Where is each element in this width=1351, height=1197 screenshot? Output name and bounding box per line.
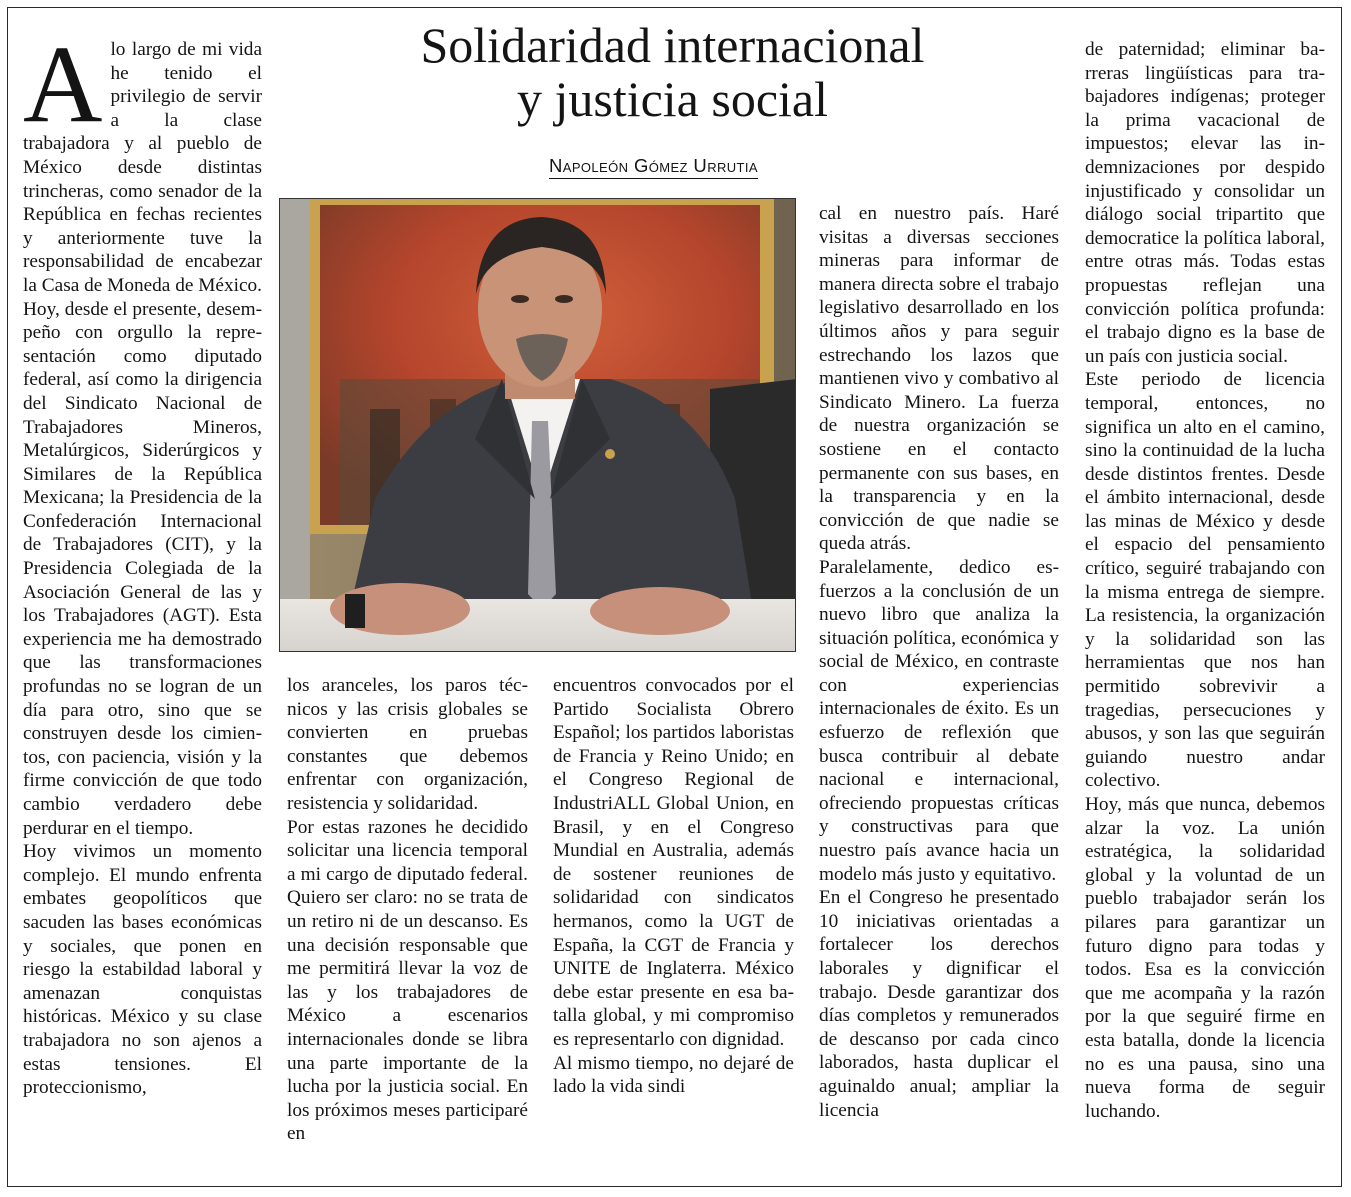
text-column-4 bbox=[819, 202, 1059, 1122]
paragraph: encuentros convocados por el Partido Socialista Obrero Español; los partidos laboristas de Francia y Reino Unido; en el Congreso Regional de IndustriALL Global Union, en Brasil, y en el Congreso Mundial en Australia, además de sostener reuniones de solidaridad con sindicatos hermanos, como la UGT de España, la CGT de Francia y UNITE de Inglaterra. México debe estar presente en esa batalla global, y mi compromiso es representarlo con dignidad. bbox=[553, 675, 794, 1050]
headline-line-1: Solidaridad internacional bbox=[420, 17, 925, 73]
paragraph: Este periodo de licencia temporal, entonces, no significa un alto en el camino, sino la continuidad de la lucha desde distintos frentes. Desde el ámbito internacional, desde las minas de México y desde el espacio del pensamiento crítico, seguiré trabajando con la misma entrega de siempre. La resistencia, la organización y la solidaridad son las herramientas que nos han permitido sobrevivir a tragedias, persecuciones y abusos, y son las que seguirán guiando nuestro andar colectivo. bbox=[1085, 369, 1325, 792]
paragraph: Por estas razones he decidido solicitar una licencia temporal a mi cargo de diputado federal. Quiero ser claro: no se trata de un retiro ni de un descanso. Es una decisión responsable que me permitirá llevar la voz de las y los trabajadores de México a escenarios internacionales donde se libra una parte importante de la lucha por la justicia social. En los próximos meses participaré en bbox=[287, 816, 528, 1145]
text-column-3 bbox=[553, 674, 794, 1099]
paragraph: En el Congreso he presentado 10 iniciativas orientadas a fortalecer los derechos laborales y dignificar el trabajo. Desde garantizar dos días completos y remunerados de descanso por cada cinco laborados, hasta duplicar el aguinaldo anual; ampliar la licencia bbox=[819, 887, 1059, 1121]
paragraph: Hoy vivimos un momento complejo. El mundo enfrenta embates geopolíticos que sacuden las bases económicas y sociales, que ponen en riesgo la estabildad laboral y amenazan conquistas históricas. México y su clase trabajadora no son ajenos a estas tensiones. El proteccionismo, bbox=[23, 841, 262, 1099]
headline-line-2: y justicia social bbox=[516, 71, 829, 127]
text-column-2 bbox=[287, 674, 528, 1146]
drop-cap: A bbox=[23, 23, 103, 145]
paragraph: Paralelamente, dedico esfuerzos a la conclusión de un nuevo libro que analiza la situación política, económica y social de México, en contraste con experiencias internacionales de éxito. Es un esfuerzo de reflexión que busca contribuir al debate nacional e internacional, ofreciendo propuestas críticas y constructivas para que nuestro país avance hacia un modelo más justo y equitativo. bbox=[819, 556, 1059, 885]
paragraph: cal en nuestro país. Haré visitas a diversas secciones mineras para informar de manera directa sobre el trabajo legislativo desarrollado en los últimos años y para seguir estrechando los lazos que mantienen vivo y combativo al Sindicato Minero. La fuerza de nuestra organización se sostiene en el contacto permanente con sus bases, en la transparencia y en la convicción de que nadie se queda atrás. bbox=[819, 203, 1059, 555]
paragraph: de paternidad; eliminar barreras lingüísticas para trabajadores indígenas; proteger la prima vacacional de impuestos; elevar las indemnizaciones por despido injustificado y consolidar un diálogo social tripartito que democratice la política laboral, entre otras más. Todas estas propuestas reflejan una convicción política profunda: el trabajo digno es la base de un país con justicia social. bbox=[1085, 39, 1325, 367]
paragraph: lo largo de mi vida he tenido el privilegio de servir a la clase trabajadora y al pueblo de México desde distintas trincheras, como senador de la República en fechas recientes y anteriormente tuve la responsabilidad de encabezar la Casa de Moneda de México. Hoy, desde el presente, desempeño con orgullo la representación como diputado federal, así como la dirigencia del Sindicato Nacional de Trabajadores Mineros, Metalúrgicos, Siderúrgicos y Similares de la República Mexicana; la Presidencia de la Confederación Internacional de Trabajadores (CIT), y la Presidencia Colegiada de la Asociación General de las y los Trabajadores (AGT). Esta experiencia me ha demostrado que las transformaciones profundas no se logran de un día para otro, sino que se construyen desde los cimientos, con paciencia, visión y la firme convicción de que todo cambio verdadero debe perdurar en el tiempo. bbox=[23, 39, 262, 839]
paragraph: Al mismo tiempo, no dejaré de lado la vida sindi bbox=[553, 1052, 794, 1098]
author-photo bbox=[279, 198, 796, 652]
author-portrait-image bbox=[280, 199, 796, 652]
paragraph: Hoy, más que nunca, debemos alzar la voz. La unión estratégica, la solidaridad global y la voluntad de un pueblo trabajador serán los pilares para garantizar un futuro digno para todas y todos. Esa es la convicción que me acompaña y la razón por la que seguiré firme en esta batalla, donde la licencia no es una pausa, sino una nueva forma de seguir luchando. bbox=[1085, 794, 1325, 1122]
paragraph: los aranceles, los paros técnicos y las crisis globales se convierten en pruebas constantes que debemos enfrentar con organización, resistencia y solidaridad. bbox=[287, 675, 528, 814]
text-column-5 bbox=[1085, 38, 1325, 1123]
text-column-1 bbox=[23, 23, 262, 1100]
byline: Napoleón Gómez Urrutia bbox=[549, 155, 758, 179]
headline bbox=[290, 18, 1055, 126]
